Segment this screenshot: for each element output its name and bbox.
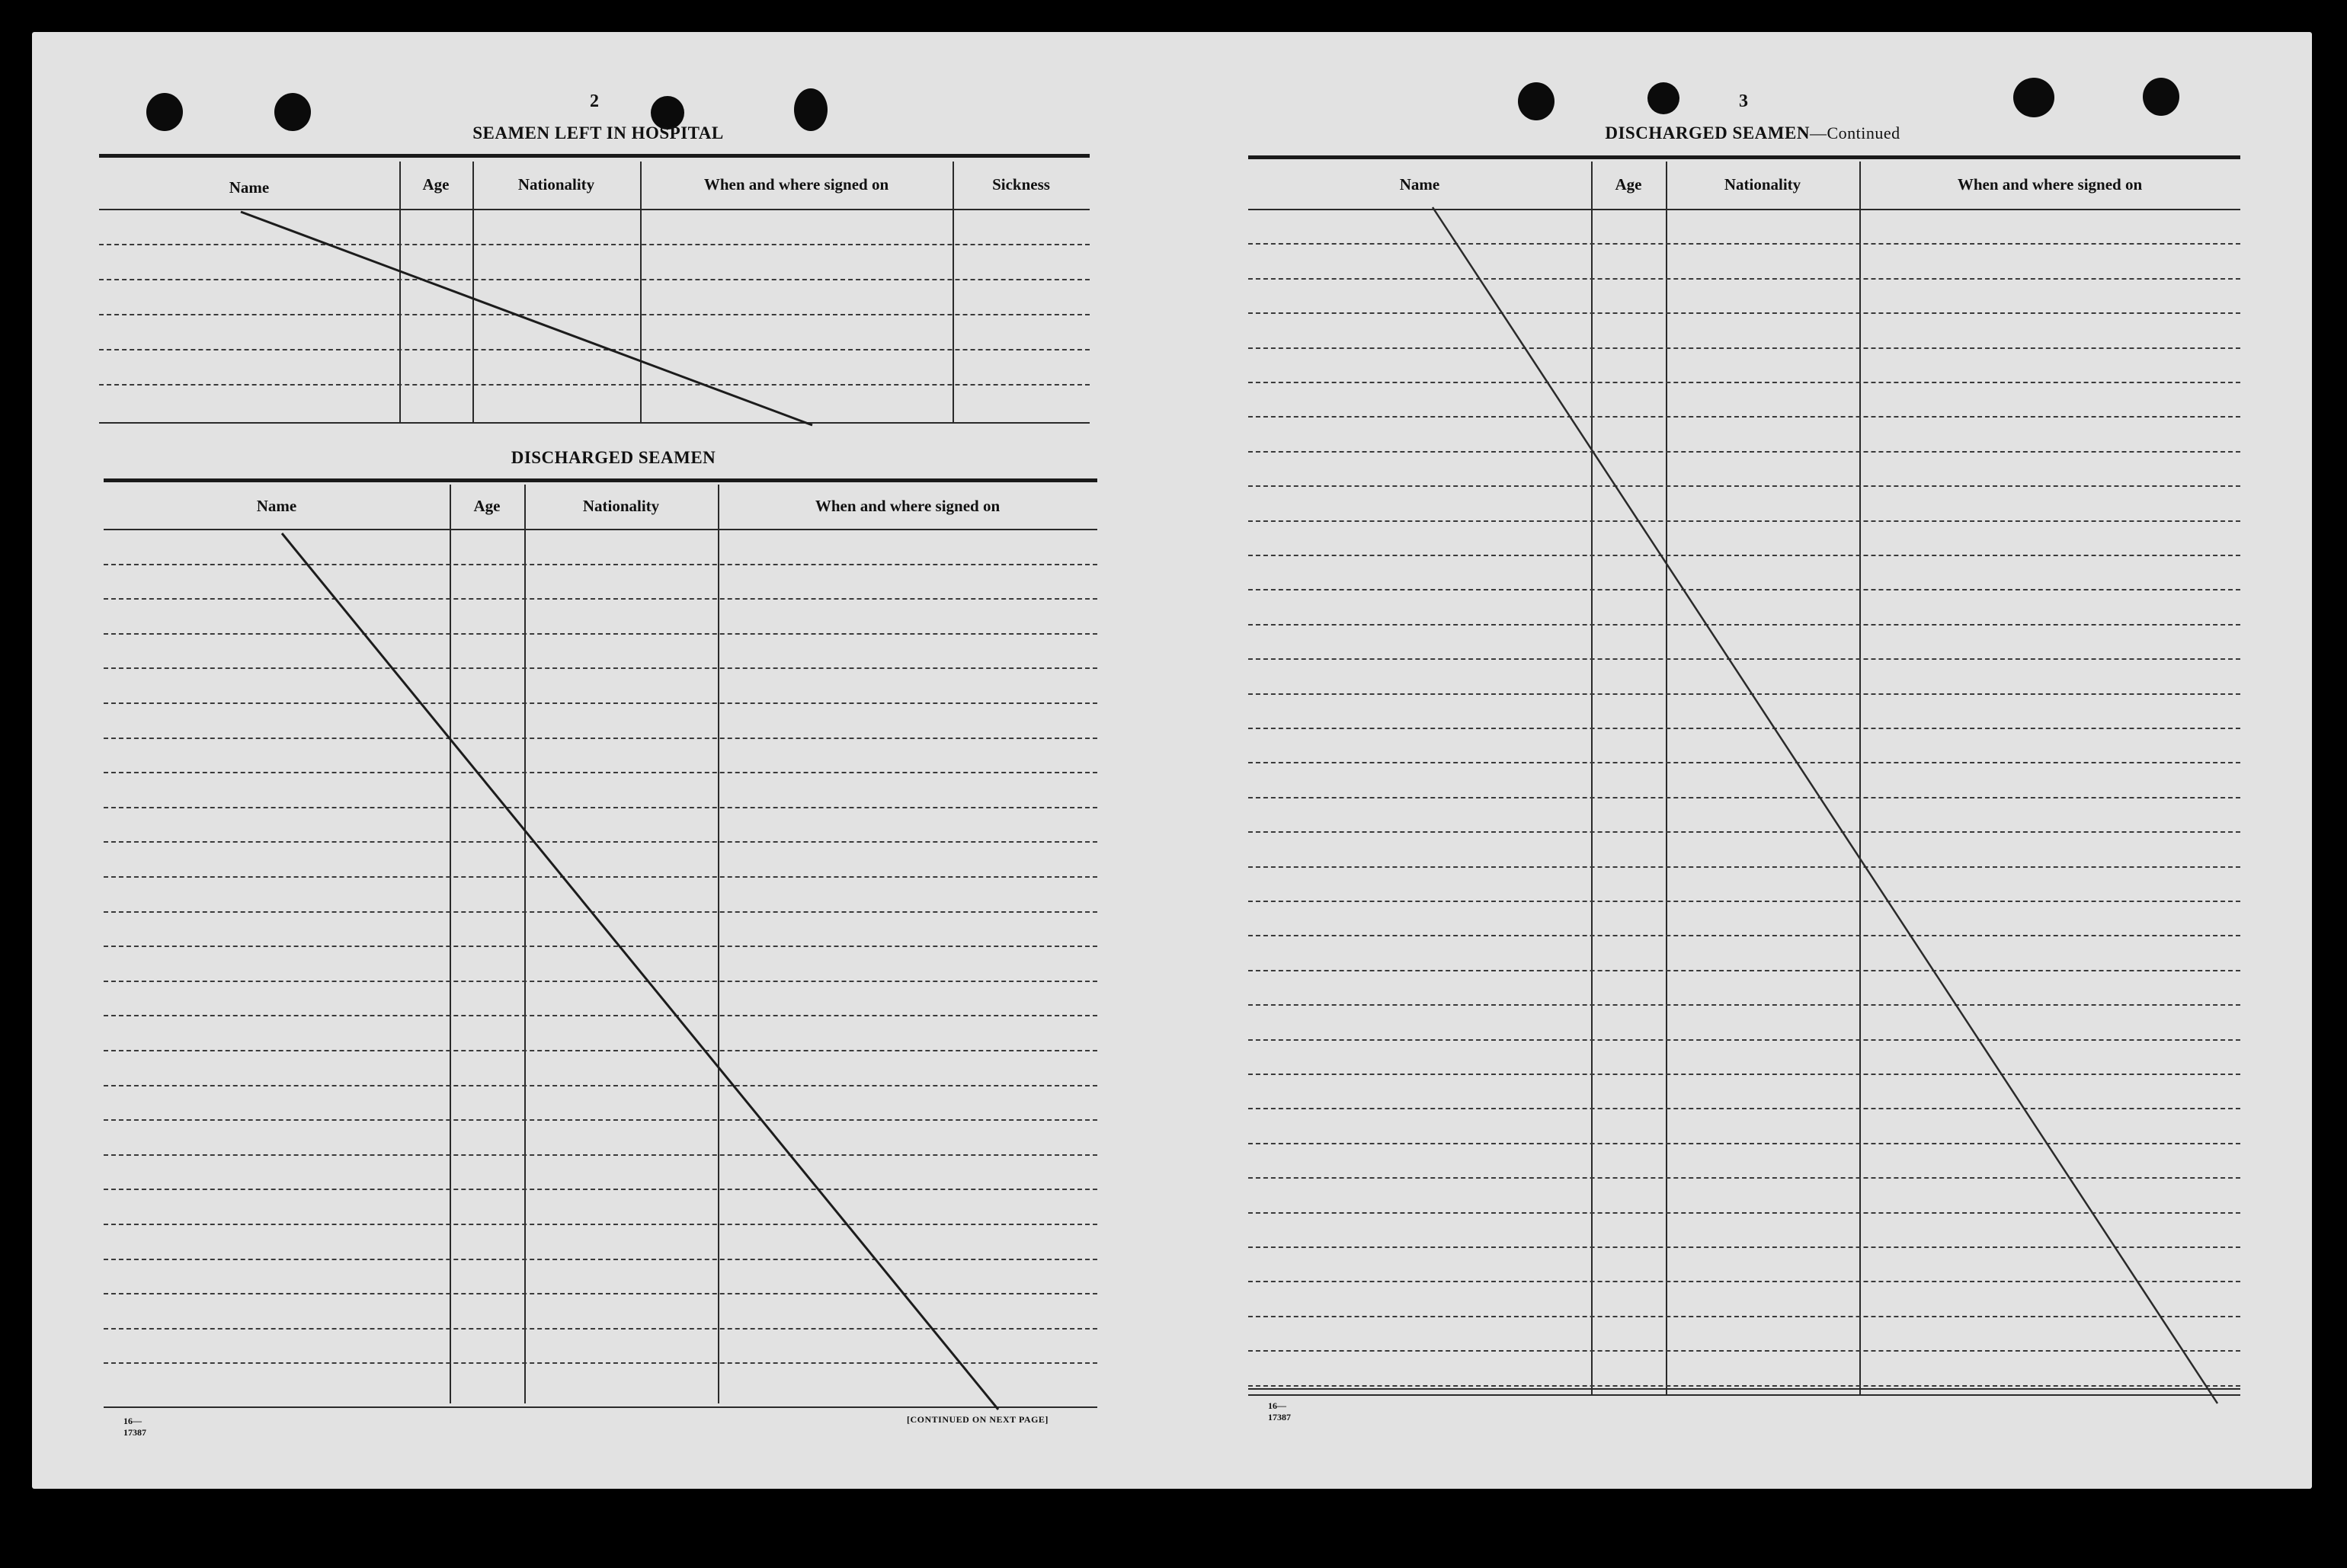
column-divider (524, 485, 526, 1403)
row-line (1248, 416, 2240, 418)
column-header-signed-on: When and where signed on (1957, 175, 2143, 194)
row-line (1248, 901, 2240, 902)
column-divider (450, 485, 451, 1403)
row-line (1248, 866, 2240, 868)
row-line (1248, 658, 2240, 660)
row-line (1248, 1143, 2240, 1144)
table-top-rule (99, 154, 1090, 158)
table-bottom-rule (1248, 1394, 2240, 1396)
row-line (104, 946, 1097, 947)
punch-hole (2143, 78, 2179, 116)
punch-hole (1647, 82, 1679, 114)
row-line (1248, 1039, 2240, 1041)
column-header-nationality: Nationality (582, 497, 660, 515)
page-number: 3 (1739, 91, 1748, 111)
title-main: DISCHARGED SEAMEN (1605, 123, 1810, 142)
row-line (104, 876, 1097, 878)
title-suffix: —Continued (1809, 123, 1900, 142)
row-line (1248, 382, 2240, 383)
punch-hole (2013, 78, 2054, 117)
discharged-section-title: DISCHARGED SEAMEN (511, 448, 716, 467)
row-line (1248, 728, 2240, 729)
column-header-name: Name (229, 178, 270, 197)
row-line (1248, 1212, 2240, 1214)
row-line (1248, 831, 2240, 833)
column-header-name: Name (1399, 175, 1440, 194)
hospital-section-title: SEAMEN LEFT IN HOSPITAL (472, 123, 724, 142)
row-line (104, 633, 1097, 635)
column-header-sickness: Sickness (992, 175, 1050, 194)
row-line (1248, 1350, 2240, 1352)
column-header-age: Age (1615, 175, 1642, 194)
hospital-table (99, 154, 1090, 428)
continued-note: [CONTINUED ON NEXT PAGE] (907, 1414, 1049, 1425)
table-top-rule (1248, 155, 2240, 159)
page-number: 2 (590, 91, 599, 111)
row-line (1248, 624, 2240, 626)
row-line (99, 314, 1090, 315)
row-line (1248, 1108, 2240, 1109)
row-line (1248, 347, 2240, 349)
table-bottom-rule (1248, 1388, 2240, 1390)
table-top-rule (104, 478, 1097, 482)
row-line (1248, 485, 2240, 487)
row-line (1248, 797, 2240, 798)
row-line (104, 702, 1097, 704)
row-line (104, 1362, 1097, 1364)
row-line (104, 564, 1097, 565)
row-line (104, 911, 1097, 913)
row-line (1248, 451, 2240, 453)
row-line (1248, 762, 2240, 763)
row-line (1248, 970, 2240, 971)
row-line (104, 772, 1097, 773)
punch-hole (1518, 82, 1555, 120)
row-line (1248, 589, 2240, 590)
row-line (1248, 1177, 2240, 1179)
row-line (99, 384, 1090, 386)
row-line (1248, 278, 2240, 280)
discharged-table-right (1248, 155, 2240, 1397)
discharged-continued-title (1555, 123, 1951, 143)
row-line (1248, 1385, 2240, 1387)
punch-hole (274, 93, 311, 131)
column-header-nationality: Nationality (517, 175, 595, 194)
column-header-signed-on: When and where signed on (815, 497, 1001, 515)
row-line (104, 738, 1097, 739)
row-line (104, 1154, 1097, 1156)
row-line (99, 349, 1090, 350)
row-line (104, 598, 1097, 600)
row-line (1248, 1316, 2240, 1317)
table-bottom-rule (104, 1406, 1097, 1408)
column-header-age: Age (473, 497, 501, 515)
row-line (104, 1085, 1097, 1086)
row-line (104, 1050, 1097, 1051)
column-header-name: Name (256, 497, 297, 515)
column-header-signed-on: When and where signed on (703, 175, 889, 194)
row-line (1248, 520, 2240, 522)
row-line (1248, 1246, 2240, 1248)
row-line (1248, 1004, 2240, 1006)
row-line (1248, 935, 2240, 936)
row-line (1248, 243, 2240, 245)
row-line (104, 1189, 1097, 1190)
column-header-nationality: Nationality (1724, 175, 1801, 194)
row-line (1248, 555, 2240, 556)
discharged-table-left (104, 478, 1097, 1410)
row-line (104, 1328, 1097, 1330)
row-line (104, 1259, 1097, 1260)
row-line (104, 1015, 1097, 1016)
punch-hole (146, 93, 183, 131)
row-line (104, 981, 1097, 982)
column-header-age: Age (422, 175, 450, 194)
row-line (1248, 1281, 2240, 1282)
row-line (104, 1293, 1097, 1294)
header-bottom-rule (104, 529, 1097, 530)
form-number: 16—17387 (1268, 1400, 1291, 1422)
form-number: 16—17387 (123, 1416, 146, 1438)
row-line (104, 667, 1097, 669)
table-bottom-rule (99, 422, 1090, 424)
header-bottom-rule (99, 209, 1090, 210)
column-divider (718, 485, 719, 1403)
row-line (104, 807, 1097, 808)
header-bottom-rule (1248, 209, 2240, 210)
row-line (104, 1224, 1097, 1225)
row-line (1248, 693, 2240, 695)
row-line (1248, 312, 2240, 314)
row-line (104, 1119, 1097, 1121)
row-line (99, 279, 1090, 280)
row-line (1248, 1074, 2240, 1075)
row-line (99, 244, 1090, 245)
row-line (104, 841, 1097, 843)
